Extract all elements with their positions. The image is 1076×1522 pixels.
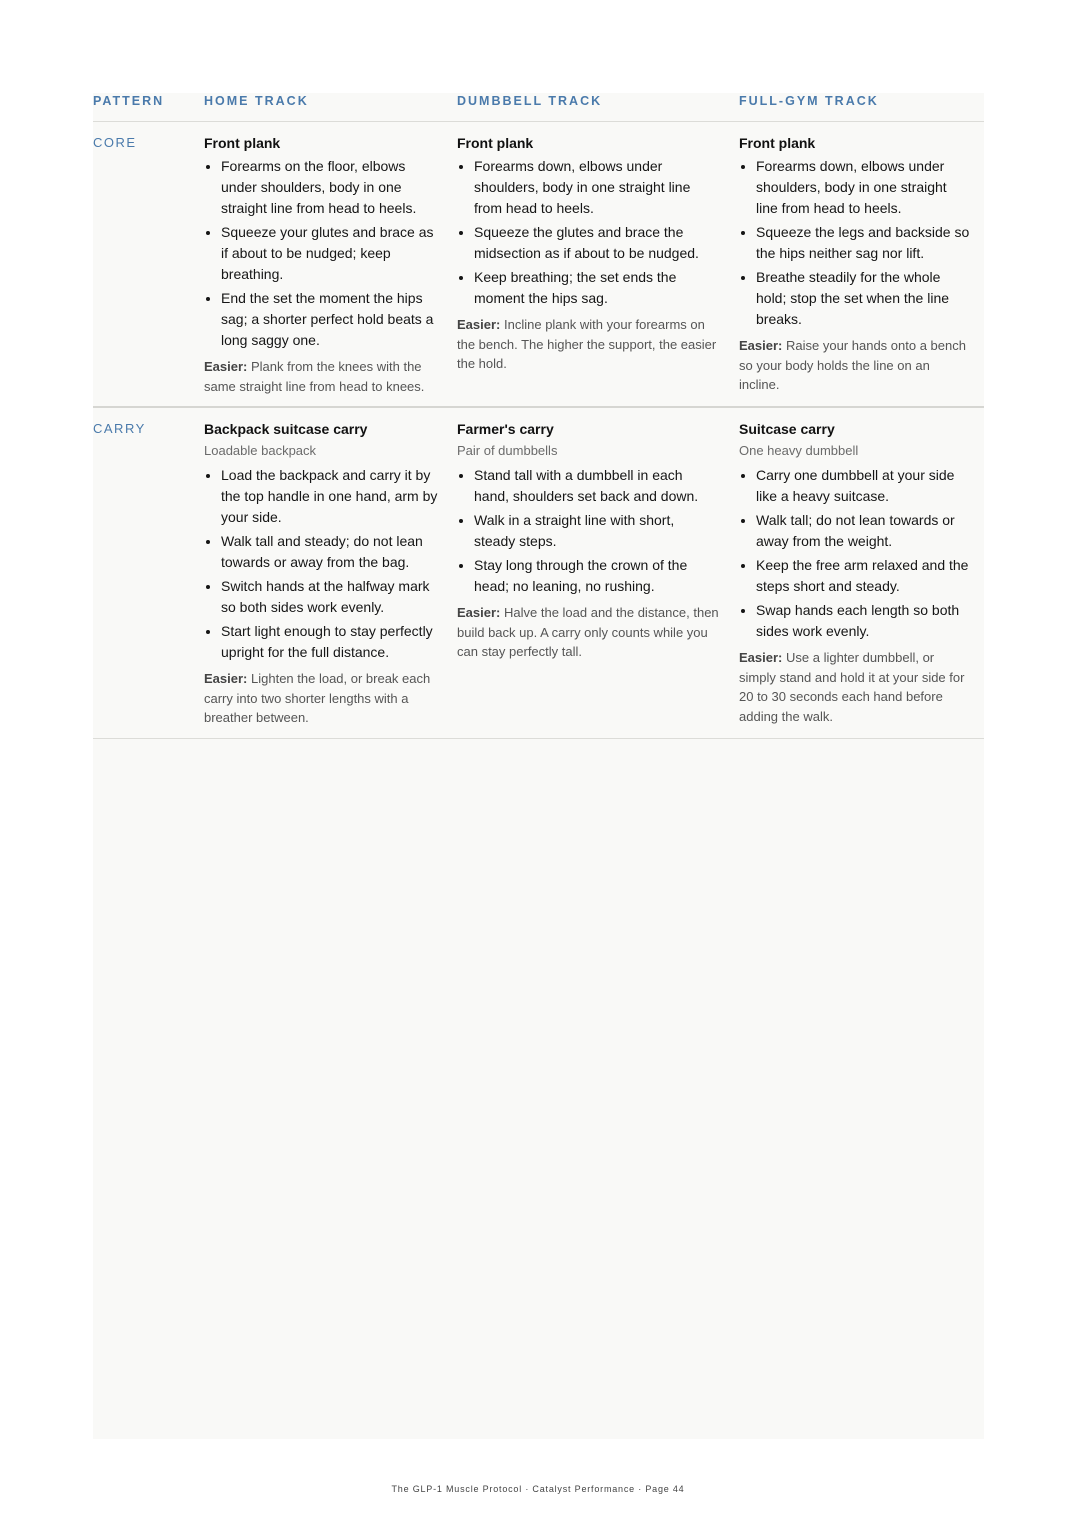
cue-item: • Walk tall and steady; do not lean towards or away from the bag. (221, 531, 444, 573)
dumbbell-track-cell (457, 134, 719, 374)
cue-item: • Squeeze the legs and backside so the hips neither sag nor lift. (756, 222, 971, 264)
easier-label: Easier: (457, 317, 501, 332)
equipment-note: One heavy dumbbell (739, 443, 859, 458)
easier-note (457, 603, 719, 662)
equipment-note: Loadable backpack (204, 443, 317, 458)
easier-note (204, 669, 444, 728)
easier-text: Plank from the knees with the same straight line from head to knees. (204, 359, 425, 394)
cue-item: • Forearms down, elbows under shoulders, body in one straight line from head to heels. (474, 156, 719, 219)
easier-label: Easier: (457, 605, 501, 620)
cue-list (204, 156, 444, 351)
cue-item: • Carry one dumbbell at your side like a heavy suitcase. (756, 465, 971, 507)
cue-item: • Swap hands each length so both sides work evenly. (756, 600, 971, 642)
exercise-name: Front plank (204, 135, 281, 151)
home-track-cell (204, 134, 444, 396)
pattern-label: CARRY (93, 421, 146, 436)
cue-list (204, 465, 444, 663)
easier-note (457, 315, 719, 374)
exercise-name: Front plank (457, 135, 534, 151)
home-track-cell (204, 420, 444, 728)
exercise-name: Suitcase carry (739, 421, 835, 437)
cue-item: • Switch hands at the halfway mark so both sides work evenly. (221, 576, 444, 618)
easier-label: Easier: (739, 650, 783, 665)
cue-item: • Start light enough to stay perfectly upright for the full distance. (221, 621, 444, 663)
cue-item: • Walk tall; do not lean towards or away from the weight. (756, 510, 971, 552)
cue-item: • Forearms down, elbows under shoulders, body in one straight line from head to heels. (756, 156, 971, 219)
easier-note (739, 336, 971, 395)
exercise-table (93, 93, 984, 1439)
table-row-core (93, 122, 984, 408)
easier-text: Use a lighter dumbbell, or simply stand and hold it at your side for 20 to 30 seconds each hand before adding the walk. (739, 650, 965, 724)
header-dumbbell-track: DUMBBELL TRACK (457, 94, 603, 108)
easier-label: Easier: (204, 671, 248, 686)
cue-list (739, 465, 971, 642)
easier-text: Halve the load and the distance, then build back up. A carry only counts while you can stay perfectly tall. (457, 605, 719, 659)
cue-item: • Stand tall with a dumbbell in each hand, shoulders set back and down. (474, 465, 719, 507)
easier-note (204, 357, 444, 396)
easier-text: Raise your hands onto a bench so your body holds the line on an incline. (739, 338, 966, 392)
header-home-track: HOME TRACK (204, 94, 309, 108)
cue-item: • Squeeze the glutes and brace the midsection as if about to be nudged. (474, 222, 719, 264)
exercise-name: Backpack suitcase carry (204, 421, 368, 437)
easier-note (739, 648, 971, 726)
cue-item: • Walk in a straight line with short, steady steps. (474, 510, 719, 552)
cue-item: • Forearms on the floor, elbows under shoulders, body in one straight line from head to heels. (221, 156, 444, 219)
easier-label: Easier: (739, 338, 783, 353)
cue-item: • End the set the moment the hips sag; a shorter perfect hold beats a long saggy one. (221, 288, 444, 351)
full-gym-track-cell (739, 134, 971, 395)
equipment-note: Pair of dumbbells (457, 443, 558, 458)
cue-item: • Stay long through the crown of the head; no leaning, no rushing. (474, 555, 719, 597)
table-header (93, 93, 984, 122)
cue-list (457, 156, 719, 309)
table-row-carry (93, 408, 984, 739)
header-full-gym-track: FULL-GYM TRACK (739, 94, 879, 108)
page-footer: The GLP-1 Muscle Protocol · Catalyst Performance · Page 44 (391, 1484, 685, 1494)
cue-item: • Load the backpack and carry it by the top handle in one hand, arm by your side. (221, 465, 444, 528)
full-gym-track-cell (739, 420, 971, 726)
exercise-name: Farmer's carry (457, 421, 554, 437)
exercise-name: Front plank (739, 135, 816, 151)
header-pattern: PATTERN (93, 94, 165, 108)
easier-label: Easier: (204, 359, 248, 374)
easier-text: Lighten the load, or break each carry into two shorter lengths with a breather between. (204, 671, 431, 725)
cue-item: • Keep breathing; the set ends the moment the hips sag. (474, 267, 719, 309)
cue-item: • Breathe steadily for the whole hold; stop the set when the line breaks. (756, 267, 971, 330)
dumbbell-track-cell (457, 420, 719, 662)
cue-item: • Squeeze your glutes and brace as if about to be nudged; keep breathing. (221, 222, 444, 285)
pattern-label: CORE (93, 135, 137, 150)
cue-item: • Keep the free arm relaxed and the steps short and steady. (756, 555, 971, 597)
cue-list (739, 156, 971, 330)
cue-list (457, 465, 719, 597)
easier-text: Incline plank with your forearms on the bench. The higher the support, the easier the hold. (457, 317, 717, 371)
